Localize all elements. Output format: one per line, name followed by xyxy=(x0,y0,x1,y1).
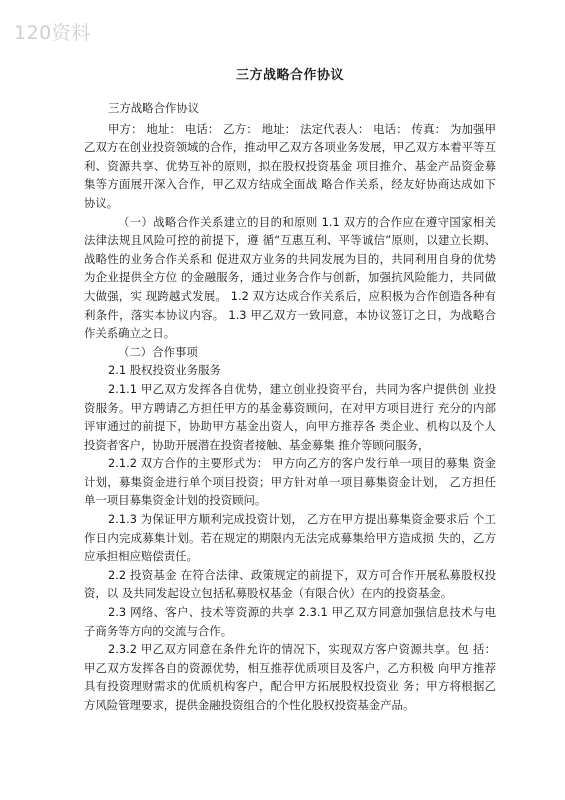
paragraph-2-3: 2.3 网络、客户、技术等资源的共享 2.3.1 甲乙双方同意加强信息技术与电子商务等方向的交流与合作。 xyxy=(84,605,496,638)
paragraph-2-1: 2.1 股权投资业务服务 xyxy=(108,363,221,378)
paragraph-parties-intro: 甲方： 地址： 电话： 乙方： 地址： 法定代表人： 电话： 传真： 为加强甲乙双方在创业投资领域的合作，推动甲乙双方各项业务发展，甲乙双方本着平等互利、资源共享、优势互补的原则，拟在股权投资基金 项目推介、基金产品资金募集等方面展开深入合作，甲乙双方结成全面战 略合作关系，经友好协商达成如下协议。 xyxy=(84,121,496,210)
paragraph-2-1-2: 2.1.2 双方合作的主要形式为： 甲方向乙方的客户发行单一项目的募集 资金计划，募集资金进行单个项目投资；甲方针对单一项目募集资金计划， 乙方担任单一项目募集资金计划的投资顾问。 xyxy=(84,456,496,508)
paragraph-2-1-1: 2.1.1 甲乙双方发挥各自优势，建立创业投资平台，共同为客户提供创 业投资服务。甲方聘请乙方担任甲方的基金募资顾问，在对甲方项目进行 充分的内部评审通过的前提下，协助甲方基金出资人，向甲方推荐各 类企业、机构以及个人投资者客户，协助开展潜在投资者接触、基金募集 推介等顾问服务， xyxy=(84,381,496,452)
document-title: 三方战略合作协议 xyxy=(235,68,344,83)
paragraph-section-1: （一）战略合作关系建立的目的和原则 1.1 双方的合作应在遵守国家相关法律法规且风险可控的前提下，遵 循“互惠互利、平等诚信”原则，以建立长期、战略性的业务合作关系和 促进双方业务的共同发展为目的，共同利用自身的优势为企业提供全方位 的金融服务，通过业务合作与创新，加强抗风险能力，共同做大做强，实 现跨越式发展。 1.2 双方达成合作关系后，应积极为合作创造各种有利条件，落实本协议内容。 1.3 甲乙双方一致同意，本协议签订之日，为战略合作关系确立之日。 xyxy=(84,214,496,341)
paragraph-heading: 三方战略合作协议 xyxy=(108,101,200,115)
paragraph-2-1-3: 2.1.3 为保证甲方顺利完成投资计划， 乙方在甲方提出募集资金要求后 个工作日内完成募集计划。若在规定的期限内无法完成募集给甲方造成损 失的，乙方应承担相应赔偿责任。 xyxy=(84,512,496,564)
paragraph-section-2-heading: （二）合作事项 xyxy=(118,344,198,359)
watermark-text: 120资料 xyxy=(14,22,91,44)
document-page xyxy=(84,64,496,715)
paragraph-2-3-2: 2.3.2 甲乙双方同意在条件允许的情况下，实现双方客户资源共享。包 括：甲乙双方发挥各自的资源优势，相互推荐优质项目及客户，乙方积极 向甲方推荐具有投资理财需求的优质机构客户，配合甲方拓展股权投资业 务；甲方将根据乙方风险管理要求，提供金融投资组合的个性化股权投资基金产品。 xyxy=(84,642,496,712)
paragraph-2-2: 2.2 投资基金 在符合法律、政策规定的前提下，双方可合作开展私募股权投资，以 及共同发起设立包括私募股权基金（有限合伙）在内的投资基金。 xyxy=(84,567,496,601)
